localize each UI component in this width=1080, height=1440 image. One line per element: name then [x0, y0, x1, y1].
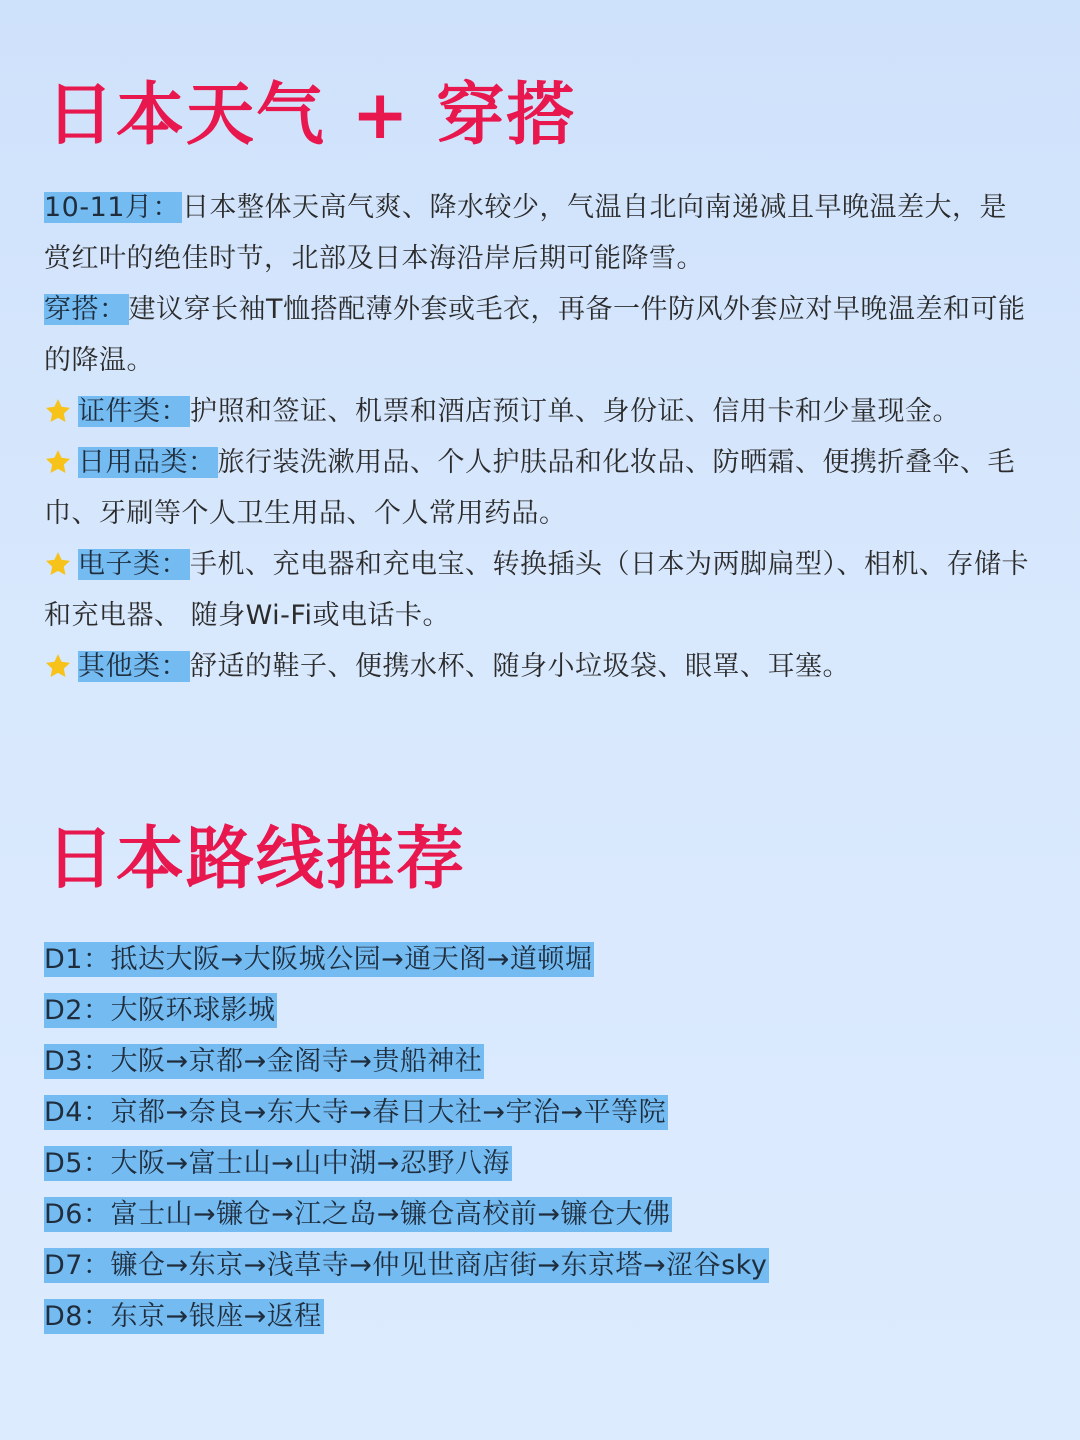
- route-day-6: [44, 1189, 1034, 1240]
- route-day-text: D5：大阪→富士山→山中湖→忍野八海: [44, 1148, 510, 1179]
- outfit-text: 建议穿长袖T恤搭配薄外套或毛衣，再备一件防风外套应对早晚温差和可能的降温。: [44, 294, 1026, 376]
- route-day-5: [44, 1138, 1034, 1189]
- item-text: 护照和签证、机票和酒店预订单、身份证、信用卡和少量现金。: [190, 396, 960, 427]
- star-icon: [44, 652, 72, 680]
- star-icon: [44, 550, 72, 578]
- route-day-text: D7：镰仓→东京→浅草寺→仲见世商店街→东京塔→涩谷sky: [44, 1250, 768, 1281]
- item-electronics: [44, 539, 1034, 641]
- route-day-4: [44, 1087, 1034, 1138]
- route-day-text: D1：抵达大阪→大阪城公园→通天阁→道顿堀: [44, 944, 593, 975]
- route-day-text: D4：京都→奈良→东大寺→春日大社→宇治→平等院: [44, 1097, 667, 1128]
- weather-title: 日本天气 + 穿搭: [46, 76, 577, 155]
- star-icon: [44, 448, 72, 476]
- weather-section: [44, 182, 1034, 692]
- route-day-1: [44, 934, 1034, 985]
- route-day-text: D6：富士山→镰仓→江之岛→镰仓高校前→镰仓大佛: [44, 1199, 671, 1230]
- item-text: 旅行装洗漱用品、个人护肤品和化妆品、防晒霜、便携折叠伞、毛巾、牙刷等个人卫生用品、个人常用药品。: [44, 447, 1015, 529]
- season-text: 日本整体天高气爽、降水较少，气温自北向南递减且早晚温差大，是赏红叶的绝佳时节，北部及日本海沿岸后期可能降雪。: [44, 192, 1007, 274]
- season-label: 10-11月：: [44, 192, 180, 223]
- item-text: 舒适的鞋子、便携水杯、随身小垃圾袋、眼罩、耳塞。: [190, 651, 850, 682]
- item-label: 日用品类：: [78, 447, 216, 478]
- season-paragraph: [44, 182, 1034, 284]
- item-text: 手机、充电器和充电宝、转换插头（日本为两脚扁型）、相机、存储卡和充电器、 随身Wi-Fi或电话卡。: [44, 549, 1029, 631]
- route-day-7: [44, 1240, 1034, 1291]
- item-documents: [44, 386, 1034, 437]
- item-label: 其他类：: [78, 651, 188, 682]
- route-day-3: [44, 1036, 1034, 1087]
- outfit-paragraph: [44, 284, 1034, 386]
- route-day-text: D2：大阪环球影城: [44, 995, 276, 1026]
- route-day-8: [44, 1291, 1034, 1342]
- route-title: 日本路线推荐: [46, 820, 467, 899]
- item-label: 电子类：: [78, 549, 188, 580]
- route-list: [44, 934, 1034, 1342]
- route-day-2: [44, 985, 1034, 1036]
- outfit-label: 穿搭：: [44, 294, 127, 325]
- star-icon: [44, 397, 72, 425]
- route-day-text: D8：东京→银座→返程: [44, 1301, 322, 1332]
- item-others: [44, 641, 1034, 692]
- item-label: 证件类：: [78, 396, 188, 427]
- item-daily: [44, 437, 1034, 539]
- route-day-text: D3：大阪→京都→金阁寺→贵船神社: [44, 1046, 483, 1077]
